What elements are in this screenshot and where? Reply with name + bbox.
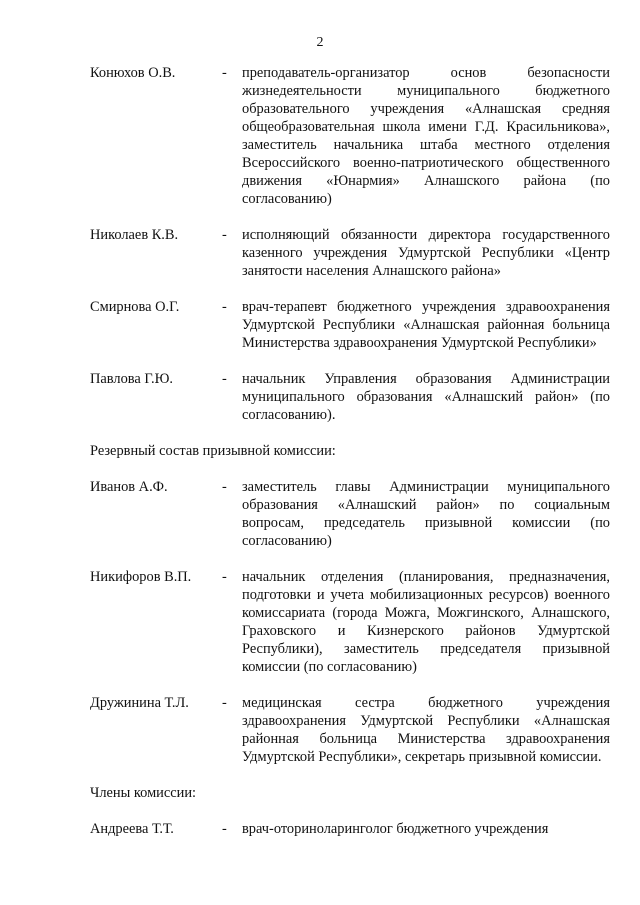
person-name: Иванов А.Ф. [90, 479, 168, 495]
person-name: Смирнова О.Г. [90, 299, 180, 315]
dash-separator: - [222, 569, 227, 585]
members-heading: Члены комиссии: [90, 785, 197, 801]
dash-separator: - [222, 821, 227, 837]
person-description: исполняющий обязанности директора государственного казенного учреждения Удмуртской Республики «Центр занятости населения Алнашского района» [242, 227, 610, 279]
person-entry-druzhinina [90, 694, 610, 766]
person-description: врач-оториноларинголог бюджетного учреждения [242, 821, 549, 837]
person-entry-pavlova [90, 370, 610, 424]
reserve-heading: Резервный состав призывной комиссии: [90, 443, 336, 459]
person-description: заместитель главы Администрации муниципального образования «Алнашский район» по социальным вопросам, председатель призывной комиссии (по согласованию) [242, 479, 610, 549]
person-name: Дружинина Т.Л. [90, 695, 189, 711]
dash-separator: - [222, 479, 227, 495]
page-number: 2 [316, 35, 324, 50]
person-name: Павлова Г.Ю. [90, 371, 174, 387]
person-entry-nikiforov [90, 568, 610, 676]
person-entry-smirnova [90, 298, 610, 352]
person-name: Никифоров В.П. [90, 569, 192, 585]
dash-separator: - [222, 299, 227, 315]
person-description: врач-терапевт бюджетного учреждения здравоохранения Удмуртской Республики «Алнашская районная больница Министерства здравоохранения Удмуртской Республики» [242, 299, 610, 351]
person-name: Николаев К.В. [90, 227, 179, 243]
person-name: Андреева Т.Т. [90, 821, 174, 837]
dash-separator: - [222, 371, 227, 387]
person-description: медицинская сестра бюджетного учреждения здравоохранения Удмуртской Республики «Алнашская районная больница Министерства здравоохранения Удмуртской Республики», секретарь призывной комиссии. [242, 695, 610, 765]
person-entry-andreeva [90, 820, 610, 838]
dash-separator: - [222, 65, 227, 81]
dash-separator: - [222, 695, 227, 711]
person-description: преподаватель-организатор основ безопасности жизнедеятельности муниципального бюджетного образовательного учреждения «Алнашская средняя общеобразовательная школа имени Г.Д. Красильникова», заместитель начальника штаба местного отделения Всероссийского военно-патриотического общественного движения «Юнармия» Алнашского района (по согласованию) [242, 65, 610, 207]
commission-list [90, 64, 610, 838]
person-description: начальник отделения (планирования, предназначения, подготовки и учета мобилизационных ресурсов) военного комиссариата (города Можга, Можгинского, Алнашского, Граховского и Кизнерского районов Удмуртской Республики), заместитель председателя призывной комиссии (по согласованию) [242, 569, 610, 675]
person-entry-konyukhov [90, 64, 610, 208]
person-entry-nikolaev [90, 226, 610, 280]
dash-separator: - [222, 227, 227, 243]
person-description: начальник Управления образования Администрации муниципального образования «Алнашский район» (по согласованию). [242, 371, 610, 423]
person-entry-ivanov [90, 478, 610, 550]
person-name: Конюхов О.В. [90, 65, 176, 81]
